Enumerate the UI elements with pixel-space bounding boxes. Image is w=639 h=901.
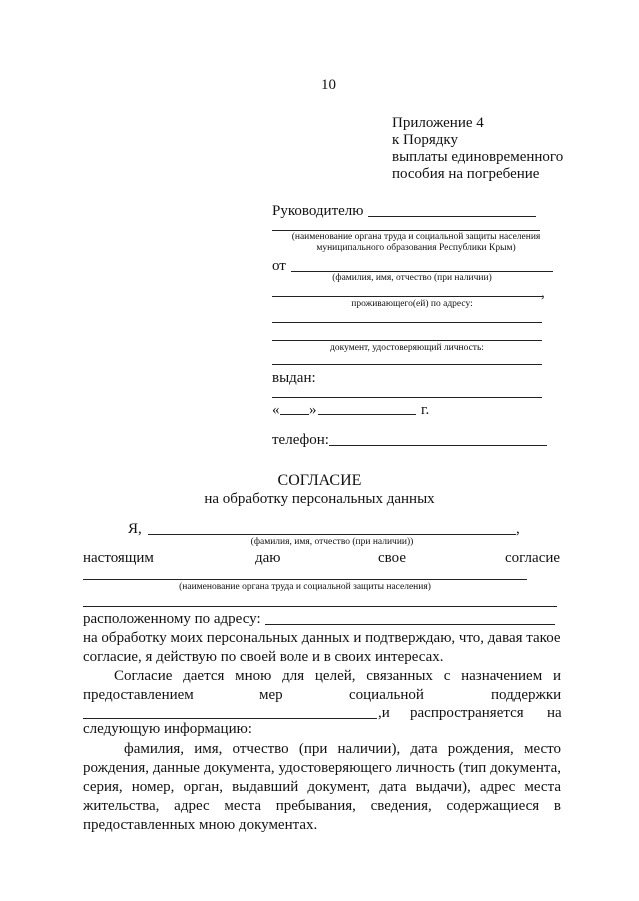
para2-line-2-word-2: мер [259, 687, 283, 703]
id-doc-line [272, 364, 542, 365]
residing-caption: проживающего(ей) по адресу: [351, 299, 473, 309]
date-close-quote: » [309, 402, 317, 418]
to-head-label: Руководителю [272, 203, 364, 219]
to-head-line [368, 216, 536, 217]
para2-line-2-word-1: предоставлением [83, 687, 194, 703]
org-caption-2: муниципального образования Республики Крым) [316, 243, 516, 253]
para1-line-2: согласие, я действую по своей воле и в своих интересах. [83, 649, 444, 665]
para3-line-2: рождения, данные документа, удостоверяющего личность (тип документа, [83, 760, 561, 776]
para3-line-3: серия, номер, орган, выдавший документ, дата выдачи), адрес места [83, 779, 561, 795]
para2-line-3-word-3: на [547, 705, 562, 721]
org-name-line [272, 230, 540, 231]
issued-line [272, 397, 542, 398]
i-comma: , [516, 521, 520, 537]
appendix-line-3: выплаты единовременного [392, 149, 564, 165]
located-line [265, 624, 555, 625]
para2-line-2-word-4: поддержки [491, 687, 562, 703]
org-line-2 [83, 606, 557, 607]
para2-line-1: Согласие дается мною для целей, связанных с назначением и [114, 668, 561, 684]
address-line-1 [272, 322, 542, 323]
consent-title: СОГЛАСИЕ [277, 472, 362, 489]
consent-subtitle: на обработку персональных данных [204, 491, 435, 507]
para1-line-1: на обработку моих персональных данных и подтверждаю, что, давая такое [83, 630, 561, 646]
from-fio-caption: (фамилия, имя, отчество (при наличии) [332, 273, 492, 283]
org-line [83, 579, 527, 580]
para3-line-4: жительства, адрес места пребывания, сведения, содержащиеся в [83, 798, 561, 814]
address-line-2 [272, 340, 542, 341]
fio-line-2 [272, 296, 542, 297]
id-doc-caption: документ, удостоверяющий личность: [330, 343, 484, 353]
phone-label: телефон: [272, 432, 329, 448]
fio-comma: , [541, 285, 545, 301]
date-open-quote: « [272, 402, 280, 418]
from-label: от [272, 258, 286, 274]
appendix-line-1: Приложение 4 [392, 115, 484, 131]
consent-word-3: свое [378, 550, 406, 566]
para2-line-4: следующую информацию: [83, 721, 252, 737]
para3-line-1: фамилия, имя, отчество (при наличии), дата рождения, место [124, 741, 561, 757]
org-caption: (наименование органа труда и социальной защиты населения) [179, 582, 431, 592]
para2-line-3-word-1: ,и [378, 705, 390, 721]
consent-word-2: даю [255, 550, 281, 566]
i-fio-caption: (фамилия, имя, отчество (при наличии)) [250, 537, 414, 547]
issued-label: выдан: [272, 370, 316, 386]
para3-line-5: предоставленных мною документах. [83, 817, 318, 833]
date-day-line [280, 414, 309, 415]
i-label: Я, [128, 521, 142, 537]
phone-line [329, 445, 547, 446]
appendix-line-4: пособия на погребение [392, 166, 540, 182]
located-label: расположенному по адресу: [83, 611, 261, 627]
consent-word-1: настоящим [83, 550, 154, 566]
page-number: 10 [321, 77, 336, 93]
appendix-line-2: к Порядку [392, 132, 458, 148]
from-line [291, 271, 553, 272]
consent-word-4: согласие [505, 550, 561, 566]
i-fio-line [148, 534, 516, 535]
org-caption-1: (наименование органа труда и социальной защиты населения [291, 232, 541, 242]
para2-line-2-word-3: социальной [349, 687, 424, 703]
para2-line-3-word-2: распространяется [410, 705, 524, 721]
date-month-line [318, 414, 416, 415]
purpose-line [83, 718, 377, 719]
year-suffix: г. [421, 402, 430, 418]
